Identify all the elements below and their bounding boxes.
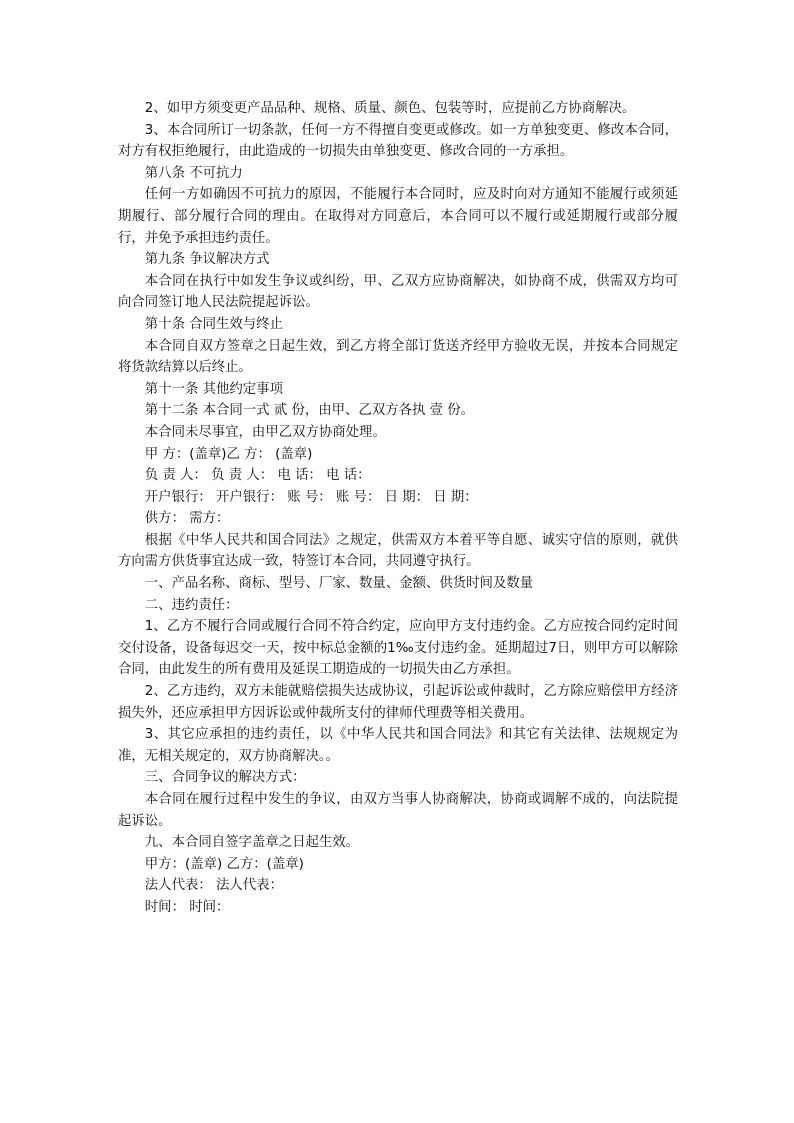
clause-change-product: 2、如甲方须变更产品品种、规格、质量、颜色、包装等时，应提前乙方协商解决。 xyxy=(144,101,636,116)
preamble: 根据《中华人民共和国合同法》之规定，供需双方本着平等自愿、诚实守信的原则，就供方向需方供货事宜达成一致，特签订本合同，共同遵守执行。 xyxy=(118,532,678,570)
dispute-text: 本合同在履行过程中发生的争议，由双方当事人协商解决，协商或调解不成的，向法院提起诉讼。 xyxy=(118,792,678,829)
section-2-heading: 二、违约责任： xyxy=(144,597,239,613)
effective-clause: 九、本合同自签字盖章之日起生效。 xyxy=(144,835,360,851)
signature-parties: 甲方：(盖章) 乙方：(盖章) xyxy=(144,856,304,872)
signature-dates: 时间： 时间： xyxy=(144,899,230,915)
section-3-heading: 三、合同争议的解决方式： xyxy=(144,770,306,786)
responsible-person-line: 负 责 人： 负 责 人： 电 话： 电 话： xyxy=(144,468,371,484)
article-11-heading: 第十一条 其他约定事项 xyxy=(144,381,283,397)
signature-representatives: 法人代表： 法人代表： xyxy=(144,878,283,894)
supplier-buyer-line: 供方： 需方： xyxy=(144,511,230,527)
party-seal-line: 甲 方：(盖章)乙 方： (盖章) xyxy=(144,446,313,462)
article-8-text: 任何一方如确因不可抗力的原因，不能履行本合同时，应及时向对方通知不能履行或须延期履行、部分履行合同的理由。在取得对方同意后，本合同可以不履行或延期履行或部分履行，并免予承担违约责任。 xyxy=(118,187,678,246)
breach-clause-2: 2、乙方违约，双方未能就赔偿损失达成协议，引起诉讼或仲裁时，乙方除应赔偿甲方经济损失外，还应承担甲方因诉讼或仲裁所支付的律师代理费等相关费用。 xyxy=(118,684,678,721)
clause-no-unilateral-change: 3、本合同所订一切条款，任何一方不得擅自变更或修改。如一方单独变更、修改本合同，对方有权拒绝履行，由此造成的一切损失由单独变更、修改合同的一方承担。 xyxy=(118,122,678,160)
contract-body xyxy=(118,98,678,919)
article-12-text: 第十二条 本合同一式 贰 份，由甲、乙双方各执 壹 份。 xyxy=(144,403,475,419)
article-10-heading: 第十条 合同生效与终止 xyxy=(144,316,283,332)
breach-clause-1: 1、乙方不履行合同或履行合同不符合约定，应向甲方支付违约金。乙方应按合同约定时间交付设备，设备每迟交一天，按中标总金额的1‰支付违约金。延期超过7日，则甲方可以解除合同，由此发生的所有费用及延误工期造成的一切损失由乙方承担。 xyxy=(118,619,678,678)
article-8-heading: 第八条 不可抗力 xyxy=(144,165,243,181)
unresolved-matters: 本合同未尽事宜，由甲乙双方协商处理。 xyxy=(144,424,386,440)
article-9-text: 本合同在执行中如发生争议或纠纷，甲、乙双方应协商解决，如协商不成，供需双方均可向合同签订地人民法院提起诉讼。 xyxy=(118,273,678,311)
article-10-text: 本合同自双方签章之日起生效，到乙方将全部订货送齐经甲方验收无误，并按本合同规定将货款结算以后终止。 xyxy=(118,338,678,376)
bank-account-line: 开户银行： 开户银行： 账 号： 账 号： 日 期： 日 期： xyxy=(144,489,478,505)
breach-clause-3: 3、其它应承担的违约责任，以《中华人民共和国合同法》和其它有关法律、法规规定为准，无相关规定的，双方协商解决。。 xyxy=(118,727,678,764)
article-9-heading: 第九条 争议解决方式 xyxy=(144,252,270,268)
section-1-heading: 一、产品名称、商标、型号、厂家、数量、金额、供货时间及数量 xyxy=(144,576,534,592)
